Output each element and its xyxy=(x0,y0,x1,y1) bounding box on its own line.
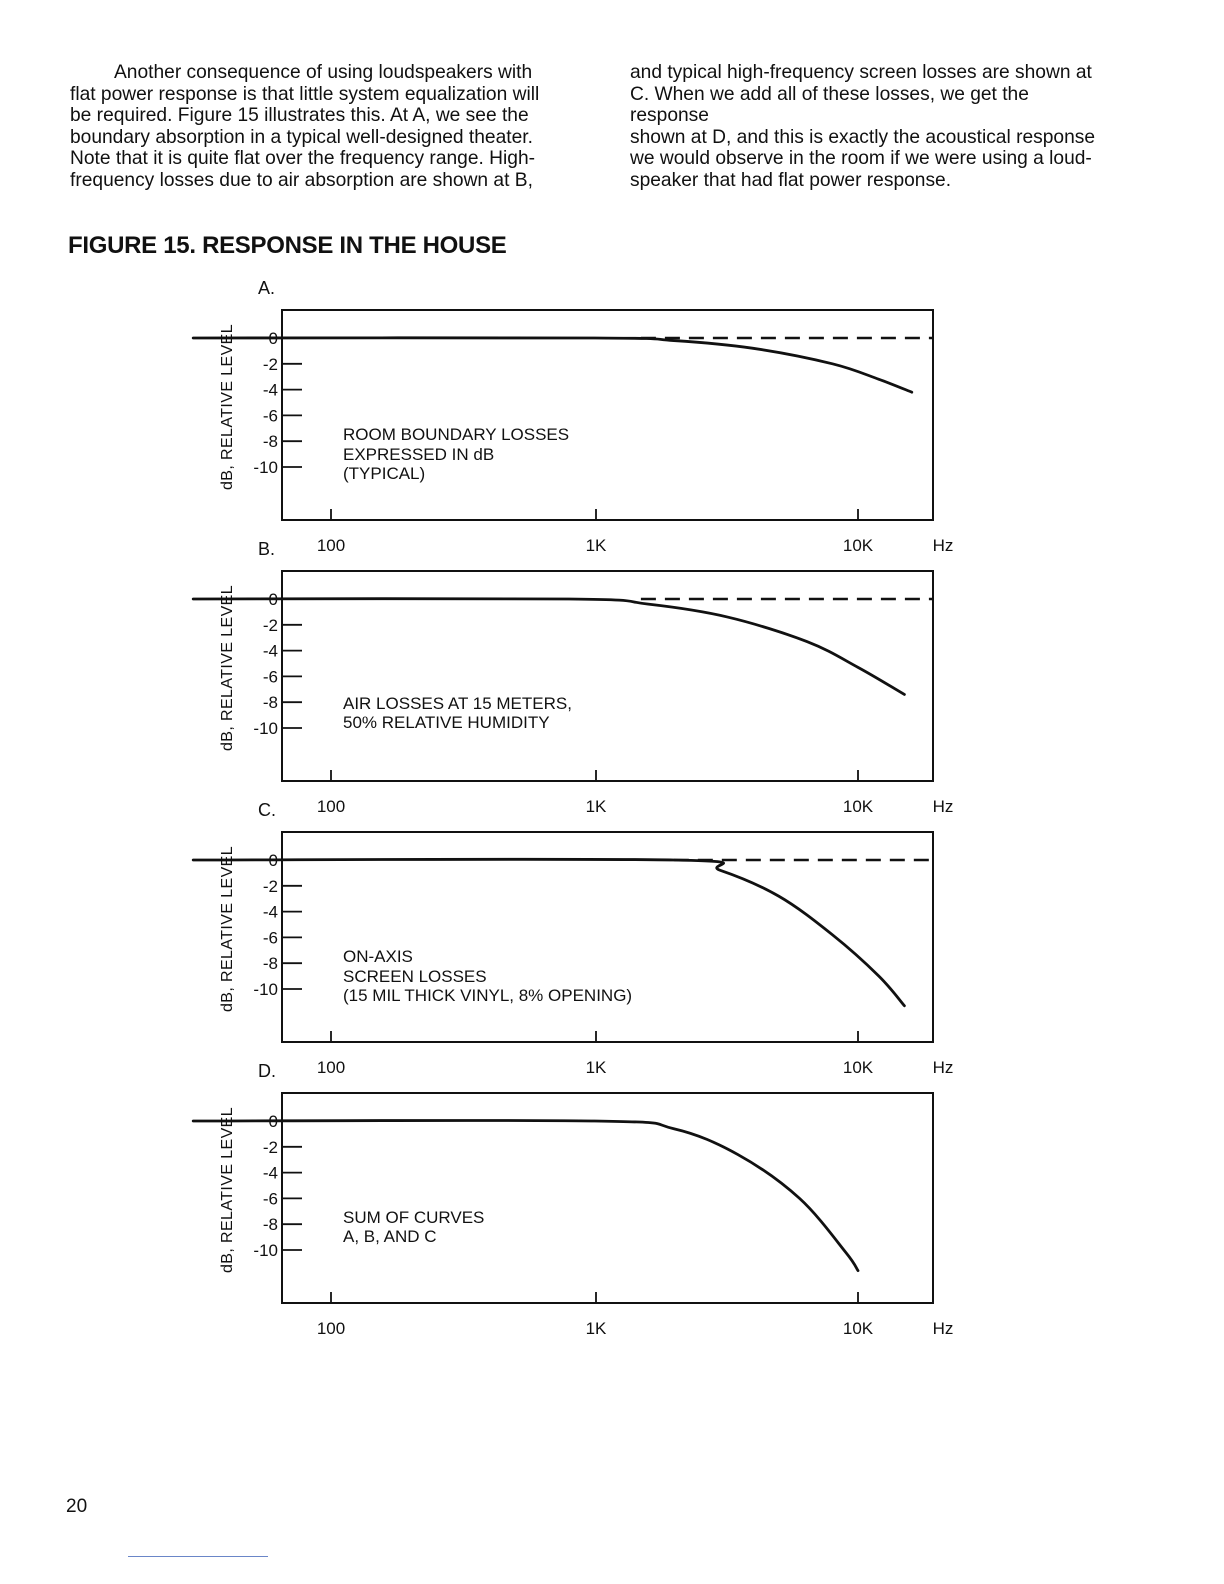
chart-panel-d xyxy=(193,1061,953,1338)
x-tick-label: 10K xyxy=(842,797,874,816)
annotation-line: ROOM BOUNDARY LOSSES xyxy=(343,425,570,444)
y-axis-label: dB, RELATIVE LEVEL xyxy=(219,845,236,1013)
x-tick-label: 10K xyxy=(842,1319,874,1338)
x-tick-label: 10K xyxy=(842,536,874,555)
annotation-line: 50% RELATIVE HUMIDITY xyxy=(343,713,550,732)
text-line: C. When we add all of these losses, we get the response xyxy=(630,83,1029,127)
plot-frame xyxy=(282,310,933,520)
annotation-line: EXPRESSED IN dB xyxy=(343,445,495,464)
x-tick-label: 100 xyxy=(316,1058,346,1077)
x-tick-label: 1K xyxy=(585,536,607,555)
annotation-line: (15 MIL THICK VINYL, 8% OPENING) xyxy=(343,986,633,1005)
y-tick-label: -6 xyxy=(262,667,278,687)
text-line: boundary absorption in a typical well-designed theater. xyxy=(70,126,533,148)
panel-letter: B. xyxy=(258,539,276,559)
y-tick-label: -4 xyxy=(262,641,278,661)
y-tick-label: -8 xyxy=(262,1215,278,1235)
x-axis-unit: Hz xyxy=(932,536,954,555)
response-curve xyxy=(193,859,904,1006)
y-tick-label: -6 xyxy=(262,928,278,948)
text-line: be required. Figure 15 illustrates this. At A, we see the xyxy=(70,105,529,127)
text-line: Note that it is quite flat over the frequency range. High- xyxy=(70,148,536,170)
y-tick-label: -10 xyxy=(253,1241,278,1260)
panel-letter: A. xyxy=(258,278,276,298)
footer-rule xyxy=(128,1556,268,1557)
text-line: Another consequence of using loudspeakers with xyxy=(114,62,533,83)
y-axis-label: dB, RELATIVE LEVEL xyxy=(219,584,236,752)
annotation-line: (TYPICAL) xyxy=(343,464,426,483)
plot-frame xyxy=(282,1093,933,1303)
x-tick-label: 100 xyxy=(316,797,346,816)
chart-panel-b xyxy=(193,539,953,816)
text-line: we would observe in the room if we were using a loud- xyxy=(630,148,1092,170)
y-tick-label: 0 xyxy=(268,1112,278,1131)
y-tick-label: 0 xyxy=(268,329,278,348)
y-tick-label: -6 xyxy=(262,1189,278,1209)
y-tick-label: -2 xyxy=(262,615,278,635)
x-tick-label: 1K xyxy=(585,1319,607,1338)
x-tick-label: 1K xyxy=(585,797,607,816)
y-tick-label: -8 xyxy=(262,954,278,974)
panel-letter: C. xyxy=(258,800,276,820)
y-tick-label: -8 xyxy=(262,432,278,452)
x-axis-unit: Hz xyxy=(932,797,954,816)
annotation-line: AIR LOSSES AT 15 METERS, xyxy=(343,694,572,713)
y-tick-label: 0 xyxy=(268,590,278,609)
y-tick-label: -4 xyxy=(262,902,278,922)
annotation-line: ON-AXIS xyxy=(343,947,413,966)
x-axis-unit: Hz xyxy=(932,1319,954,1338)
x-tick-label: 1K xyxy=(585,1058,607,1077)
y-axis-label: dB, RELATIVE LEVEL xyxy=(219,1106,236,1274)
y-tick-label: -2 xyxy=(262,876,278,896)
response-curve xyxy=(193,338,912,392)
y-tick-label: -10 xyxy=(253,719,278,738)
chart-panel-a xyxy=(193,278,953,555)
chart-panel-c xyxy=(193,800,953,1077)
y-tick-label: -2 xyxy=(262,354,278,374)
plot-frame xyxy=(282,571,933,781)
annotation-line: A, B, AND C xyxy=(343,1227,437,1246)
text-line: and typical high-frequency screen losses are shown at xyxy=(630,62,1092,83)
x-tick-label: 10K xyxy=(842,1058,874,1077)
y-axis-label: dB, RELATIVE LEVEL xyxy=(219,323,236,491)
y-tick-label: -10 xyxy=(253,458,278,477)
y-tick-label: -2 xyxy=(262,1137,278,1157)
y-tick-label: -8 xyxy=(262,693,278,713)
y-tick-label: 0 xyxy=(268,851,278,870)
page-number: 20 xyxy=(66,1496,88,1517)
text-line: frequency losses due to air absorption are shown at B, xyxy=(70,169,533,191)
annotation-line: SCREEN LOSSES xyxy=(343,967,487,986)
text-line: speaker that had flat power response. xyxy=(630,169,952,191)
y-tick-label: -10 xyxy=(253,980,278,999)
y-tick-label: -4 xyxy=(262,1163,278,1183)
annotation-line: SUM OF CURVES xyxy=(343,1208,485,1227)
x-tick-label: 100 xyxy=(316,536,346,555)
text-line: flat power response is that little system equalization will xyxy=(70,83,540,105)
response-curve xyxy=(193,1120,858,1270)
text-line: shown at D, and this is exactly the acoustical response xyxy=(630,126,1096,148)
x-tick-label: 100 xyxy=(316,1319,346,1338)
y-tick-label: -4 xyxy=(262,380,278,400)
y-tick-label: -6 xyxy=(262,406,278,426)
panel-letter: D. xyxy=(258,1061,276,1081)
response-curve xyxy=(193,599,904,695)
x-axis-unit: Hz xyxy=(932,1058,954,1077)
figure-title: FIGURE 15. RESPONSE IN THE HOUSE xyxy=(68,232,507,259)
